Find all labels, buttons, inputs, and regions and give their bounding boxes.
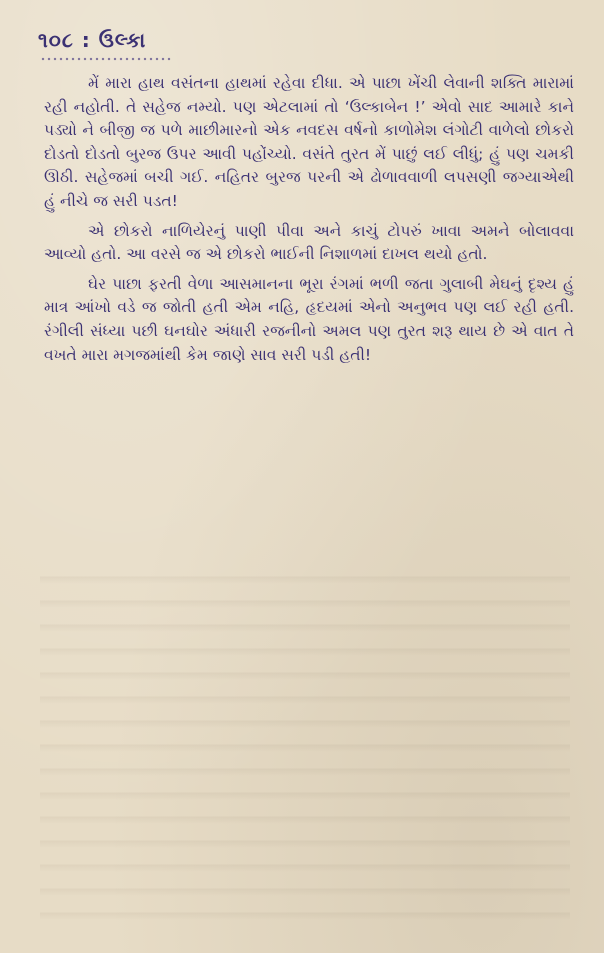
show-through-texture bbox=[40, 560, 570, 920]
body-text bbox=[44, 72, 574, 367]
header-dotted-rule bbox=[40, 56, 172, 62]
paragraph-1: મેં મારા હાથ વસંતના હાથમાં રહેવા દીધા. એ પાછા ખેંચી લેવાની શક્તિ મારામાં રહી નહોતી. તે સહેજ નમ્યો. પણ એટલામાં તો ‘ઉલ્કાબેન !’ એવો સાદ આમારે કાને પડ્યો ને બીજી જ પળે માછીમારનો એક નવદસ વર્ષનો કાળોમેશ લંગોટી વાળેલો છોકરો દોડતો દોડતો બુરજ ઉપર આવી પહોંચ્યો. વસંતે તુરત મેં પાછું લઈ લીધું; હું પણ ચમકી ઊઠી. સહેજમાં બચી ગઈ. નહિતર બુરજ પરની એ ઢોળાવવાળી લપસણી જગ્યાએથી હું નીચે જ સરી પડત! bbox=[44, 74, 574, 210]
paragraph-3: ઘેર પાછા ફરતી વેળા આસમાનના ભૂરા રંગમાં ભળી જતા ગુલાબી મેઘનું દૃશ્ય હું માત્ર આંખો વડે જ જોતી હતી એમ નહિ, હૃદયમાં એનો અનુભવ પણ લઈ રહી હતી. રંગીલી સંધ્યા પછી ઘનઘોર અંધારી રજનીનો અમલ પણ તુરત શરૂ થાય છે એ વાત તે વખતે મારા મગજમાંથી કેમ જાણે સાવ સરી પડી હતી! bbox=[44, 274, 574, 364]
page-header: ૧૦૮ : ઉલ્કા bbox=[38, 28, 147, 52]
paragraph-2: એ છોકરો નાળિયેરનું પાણી પીવા અને કાચું ટોપરું ખાવા અમને બોલાવવા આવ્યો હતો. આ વરસે જ એ છોકરો ભાઈની નિશાળમાં દાખલ થયો હતો. bbox=[44, 221, 574, 264]
